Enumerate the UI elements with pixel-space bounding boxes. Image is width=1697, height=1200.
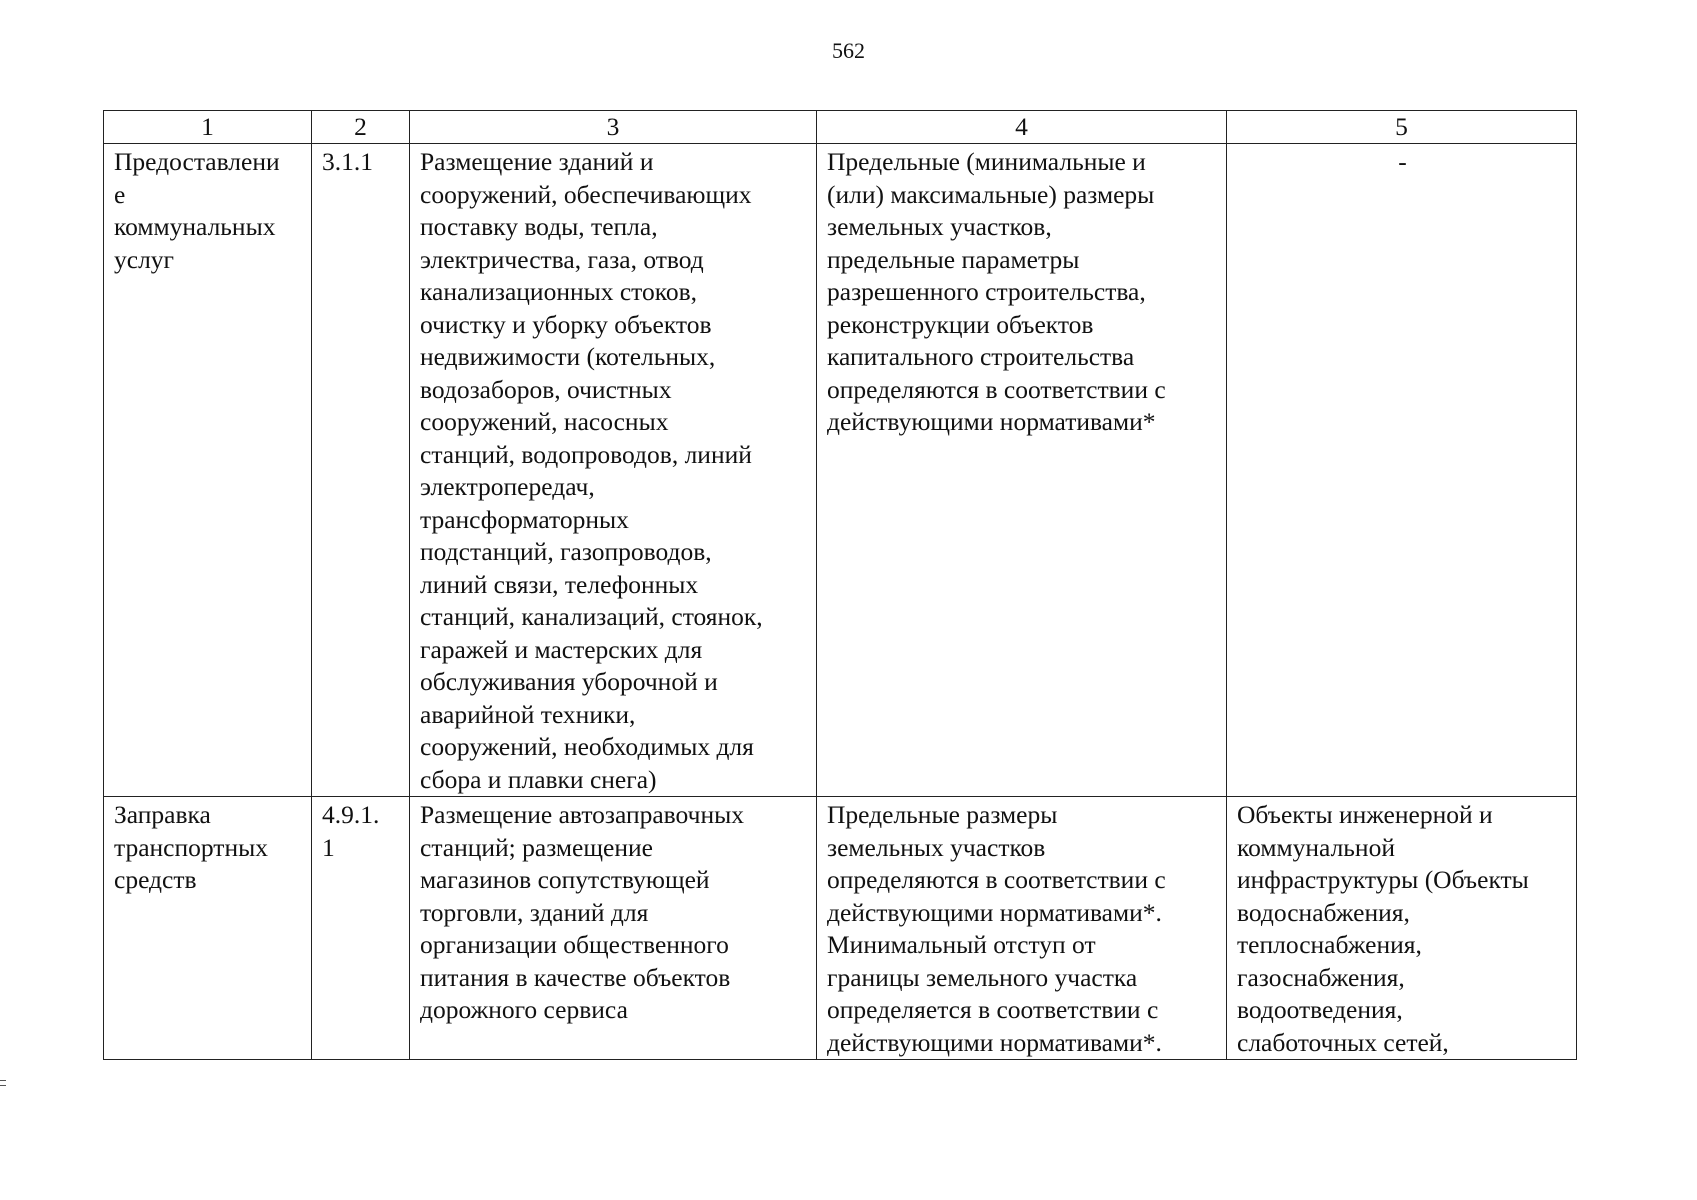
cell-text-line: е bbox=[114, 179, 126, 209]
cell-text-line: водоотведения, bbox=[1237, 995, 1403, 1024]
cell-text-line: магазинов сопутствующей bbox=[420, 865, 710, 894]
cell-text-line: очистку и уборку объектов bbox=[420, 309, 712, 339]
cell-text-line: канализационных стоков, bbox=[420, 277, 698, 306]
cell-text-line: определяются в соответствии с bbox=[827, 374, 1166, 404]
use-code-cell bbox=[312, 144, 410, 797]
use-code-cell bbox=[312, 797, 410, 1060]
cell-text-line: недвижимости (котельных, bbox=[420, 342, 716, 371]
regulations-table bbox=[103, 110, 1577, 1060]
page-number: 562 bbox=[832, 38, 865, 63]
cell-text-line: земельных участков, bbox=[827, 212, 1052, 241]
header-col-4: 4 bbox=[817, 111, 1227, 144]
cell-text-line: определяются в соответствии с bbox=[827, 865, 1166, 894]
cell-text-line: транспортных bbox=[114, 832, 268, 862]
cell-text-line: Заправка bbox=[114, 800, 211, 829]
cell-text-line: 1 bbox=[322, 832, 335, 862]
scan-margin-mark bbox=[0, 1080, 6, 1086]
use-description-cell bbox=[410, 144, 817, 797]
header-col-3: 3 bbox=[410, 111, 817, 144]
cell-text-line: станций, водопроводов, линий bbox=[420, 439, 752, 469]
cell-text-line: 3.1.1 bbox=[322, 147, 373, 176]
cell-text-line: границы земельного участка bbox=[827, 962, 1138, 992]
cell-text-line: - bbox=[1398, 147, 1407, 176]
cell-text-line: действующими нормативами*. bbox=[827, 897, 1162, 927]
parameters-cell bbox=[817, 144, 1227, 797]
cell-text-line: предельные параметры bbox=[827, 244, 1080, 274]
cell-text-line: Предельные размеры bbox=[827, 800, 1058, 829]
cell-text-line: коммунальных bbox=[114, 212, 276, 241]
cell-text-line: электричества, газа, отвод bbox=[420, 244, 704, 274]
cell-text-line: средств bbox=[114, 865, 197, 894]
cell-text-line: сооружений, обеспечивающих bbox=[420, 179, 752, 209]
cell-text-line: трансформаторных bbox=[420, 504, 629, 534]
cell-text-line: питания в качестве объектов bbox=[420, 962, 731, 992]
header-col-1: 1 bbox=[104, 111, 312, 144]
auxiliary-uses-cell bbox=[1227, 144, 1577, 797]
cell-text-line: земельных участков bbox=[827, 832, 1046, 862]
cell-text-line: сбора и плавки снега) bbox=[420, 764, 657, 794]
cell-text-line: Объекты инженерной и bbox=[1237, 800, 1493, 829]
cell-text-line: обслуживания уборочной и bbox=[420, 667, 718, 696]
header-col-5: 5 bbox=[1227, 111, 1577, 144]
cell-text-line: аварийной техники, bbox=[420, 699, 636, 729]
cell-text-line: действующими нормативами*. bbox=[827, 1027, 1162, 1057]
cell-text-line: поставку воды, тепла, bbox=[420, 212, 658, 241]
cell-text-line: слаботочных сетей, bbox=[1237, 1027, 1449, 1057]
cell-text-line: станций, канализаций, стоянок, bbox=[420, 602, 763, 631]
cell-text-line: Размещение зданий и bbox=[420, 147, 654, 176]
cell-text-line: Минимальный отступ от bbox=[827, 930, 1096, 959]
cell-text-line: реконструкции объектов bbox=[827, 309, 1094, 339]
table-row bbox=[104, 797, 1577, 1060]
parameters-cell bbox=[817, 797, 1227, 1060]
cell-text-line: услуг bbox=[114, 244, 175, 274]
cell-text-line: электропередач, bbox=[420, 472, 595, 501]
cell-text-line: действующими нормативами* bbox=[827, 407, 1156, 436]
cell-text-line: инфраструктуры (Объекты bbox=[1237, 865, 1529, 894]
use-name-cell bbox=[104, 797, 312, 1060]
cell-text-line: газоснабжения, bbox=[1237, 962, 1405, 992]
cell-text-line: Предельные (минимальные и bbox=[827, 147, 1146, 176]
cell-text-line: подстанций, газопроводов, bbox=[420, 537, 712, 566]
cell-text-line: сооружений, необходимых для bbox=[420, 732, 754, 761]
cell-text-line: торговли, зданий для bbox=[420, 897, 649, 927]
use-description-cell bbox=[410, 797, 817, 1060]
cell-text-line: станций; размещение bbox=[420, 832, 653, 862]
cell-text-line: водозаборов, очистных bbox=[420, 374, 672, 404]
cell-text-line: 4.9.1. bbox=[322, 800, 380, 829]
cell-text-line: линий связи, телефонных bbox=[420, 569, 699, 599]
auxiliary-uses-cell bbox=[1227, 797, 1577, 1060]
header-row bbox=[104, 111, 1577, 144]
cell-text-line: определяется в соответствии с bbox=[827, 995, 1159, 1024]
table-row bbox=[104, 144, 1577, 797]
cell-text-line: гаражей и мастерских для bbox=[420, 634, 703, 664]
cell-text-line: (или) максимальные) размеры bbox=[827, 179, 1155, 209]
cell-text-line: водоснабжения, bbox=[1237, 897, 1410, 927]
cell-text-line: коммунальной bbox=[1237, 832, 1395, 862]
cell-text-line: Предоставлени bbox=[114, 147, 280, 176]
cell-text-line: сооружений, насосных bbox=[420, 407, 669, 436]
cell-text-line: разрешенного строительства, bbox=[827, 277, 1146, 306]
cell-text-line: Размещение автозаправочных bbox=[420, 800, 744, 829]
cell-text-line: дорожного сервиса bbox=[420, 995, 628, 1024]
cell-text-line: теплоснабжения, bbox=[1237, 930, 1422, 959]
cell-text-line: организации общественного bbox=[420, 930, 729, 959]
cell-text-line: капитального строительства bbox=[827, 342, 1135, 371]
use-name-cell bbox=[104, 144, 312, 797]
header-col-2: 2 bbox=[312, 111, 410, 144]
